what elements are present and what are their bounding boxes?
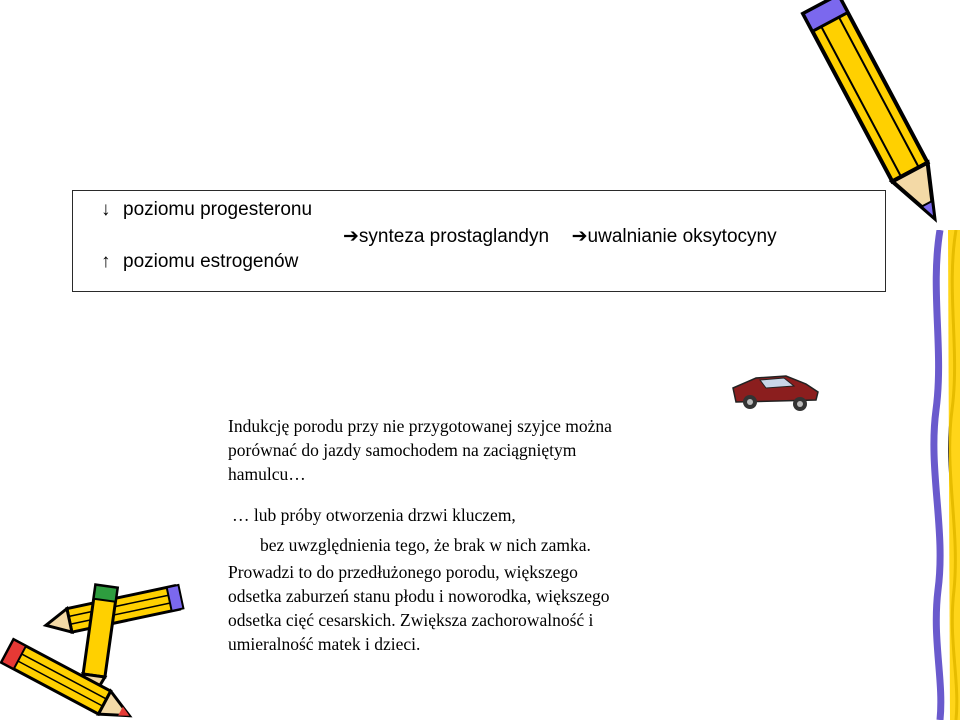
prostaglandin-text: synteza prostaglandyn xyxy=(358,226,550,247)
up-arrow-icon: ↑ xyxy=(101,251,111,272)
right-arrow-icon: ➔ xyxy=(571,226,588,247)
paragraph-induction xyxy=(228,414,612,486)
right-arrow-icon: ➔ xyxy=(343,226,359,247)
text-line: Prowadzi to do przedłużonego porodu, większego xyxy=(228,562,578,582)
paragraph-door xyxy=(232,500,591,560)
paragraph-consequences xyxy=(228,560,610,656)
text-line: hamulcu… xyxy=(228,464,306,484)
estrogen-text: poziomu estrogenów xyxy=(123,251,299,272)
text-line: odsetka zaburzeń stanu płodu i noworodka, większego xyxy=(228,586,610,606)
text-line: porównać do jazdy samochodem na zaciągniętym xyxy=(228,440,577,460)
text-line: Indukcję porodu przy nie przygotowanej szyjce można xyxy=(228,416,612,436)
bottom-pencils-icon xyxy=(0,580,200,720)
progesterone-text: poziomu progesteronu xyxy=(123,199,313,220)
text-line: … lub próby otworzenia drzwi kluczem, xyxy=(232,505,516,525)
text-line: umieralność matek i dzieci. xyxy=(228,634,421,654)
synthesis-line xyxy=(343,225,777,248)
oxytocin-text: uwalnianie oksytocyny xyxy=(587,226,777,247)
estrogen-line xyxy=(101,251,298,273)
right-edge-pencil-icon xyxy=(900,230,960,720)
progesterone-line xyxy=(101,199,312,221)
text-line: bez uwzględnienia tego, że brak w nich zamka. xyxy=(260,535,591,555)
car-icon xyxy=(728,366,823,416)
down-arrow-icon: ↓ xyxy=(101,199,111,220)
text-line: odsetka cięć cesarskich. Zwiększa zachorowalność i xyxy=(228,610,594,630)
hormone-box xyxy=(72,190,886,292)
